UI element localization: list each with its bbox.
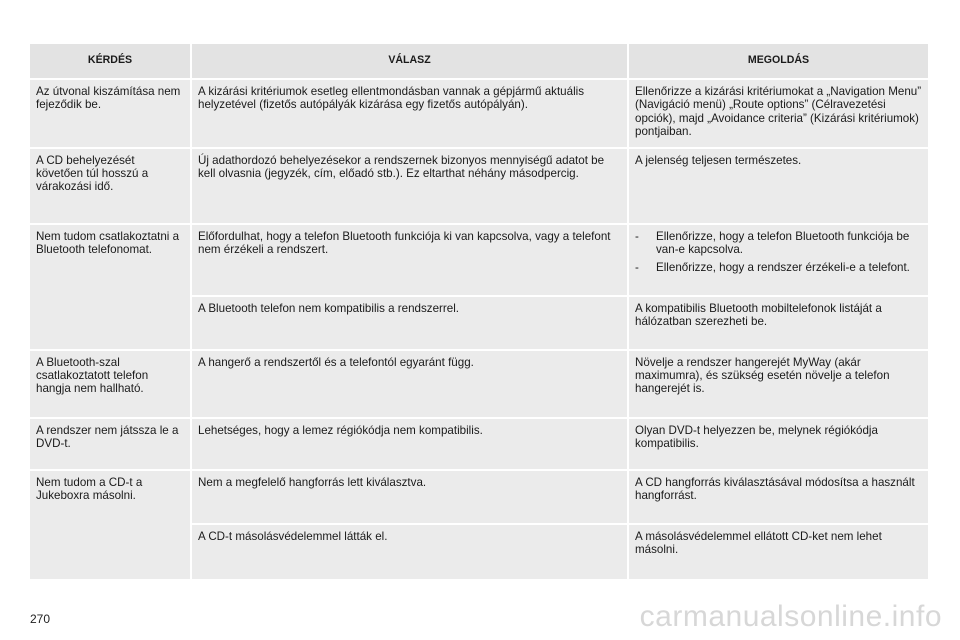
solution-cell: Ellenőrizze a kizárási kritériumokat a „Navigation Menu” (Navigáció menü) „Route options” (Célravezetési opciók), majd „Avoidance criteria” (Kizárási kritériumok) pontjaiban. [629,78,928,147]
answer-cell: A Bluetooth telefon nem kompatibilis a rendszerrel. [192,295,629,349]
table-row [30,78,928,147]
question-cell: Nem tudom csatlakoztatni a Bluetooth telefonomat. [30,223,192,349]
table-row [30,349,928,417]
solution-cell: A kompatibilis Bluetooth mobiltelefonok listáját a hálózatban szerezheti be. [629,295,928,349]
answer-cell: A CD-t másolásvédelemmel látták el. [192,523,629,579]
page-number: 270 [30,612,51,626]
solution-cell: A másolásvédelemmel ellátott CD-ket nem lehet másolni. [629,523,928,579]
solution-list-item [635,230,922,257]
solution-cell [629,223,928,295]
question-cell: Az útvonal kiszámítása nem fejeződik be. [30,78,192,147]
table-row [30,223,928,295]
answer-cell: A hangerő a rendszertől és a telefontól egyaránt függ. [192,349,629,417]
watermark: carmanualsonline.info [639,600,942,633]
dash-marker: - [635,261,639,275]
solution-list-item [635,261,922,274]
question-cell: A Bluetooth-szal csatlakoztatott telefon hangja nem hallható. [30,349,192,417]
header-question: KÉRDÉS [30,44,192,78]
dash-marker: - [635,229,639,243]
solution-cell: A CD hangforrás kiválasztásával módosítsa a használt hangforrást. [629,469,928,523]
header-solution: MEGOLDÁS [629,44,928,78]
table-row [30,147,928,223]
answer-cell: Lehetséges, hogy a lemez régiókódja nem kompatibilis. [192,417,629,469]
solution-item-text: Ellenőrizze, hogy a rendszer érzékeli-e a telefont. [656,261,910,275]
answer-cell: A kizárási kritériumok esetleg ellentmondásban vannak a gépjármű aktuális helyzetével (fizetős autópályák kizárása egy fizetős autópályán). [192,78,629,147]
solution-cell: Olyan DVD-t helyezzen be, melynek régiókódja kompatibilis. [629,417,928,469]
solution-item-text: Ellenőrizze, hogy a telefon Bluetooth funkciója be van-e kapcsolva. [656,229,910,257]
question-cell: A rendszer nem játssza le a DVD-t. [30,417,192,469]
table-row [30,417,928,469]
faq-table [30,44,928,579]
answer-cell: Nem a megfelelő hangforrás lett kiválasztva. [192,469,629,523]
solution-list [635,230,922,275]
question-cell: Nem tudom a CD-t a Jukeboxra másolni. [30,469,192,579]
answer-cell: Előfordulhat, hogy a telefon Bluetooth funkciója ki van kapcsolva, vagy a telefont nem érzékeli a rendszert. [192,223,629,295]
table-row [30,469,928,523]
header-row [30,44,928,78]
solution-cell: Növelje a rendszer hangerejét MyWay (akár maximumra), és szükség esetén növelje a telefon hangerejét is. [629,349,928,417]
answer-cell: Új adathordozó behelyezésekor a rendszernek bizonyos mennyiségű adatot be kell olvasnia (jegyzék, cím, előadó stb.). Ez eltarthat néhány másodpercig. [192,147,629,223]
solution-cell: A jelenség teljesen természetes. [629,147,928,223]
question-cell: A CD behelyezését követően túl hosszú a várakozási idő. [30,147,192,223]
header-answer: VÁLASZ [192,44,629,78]
